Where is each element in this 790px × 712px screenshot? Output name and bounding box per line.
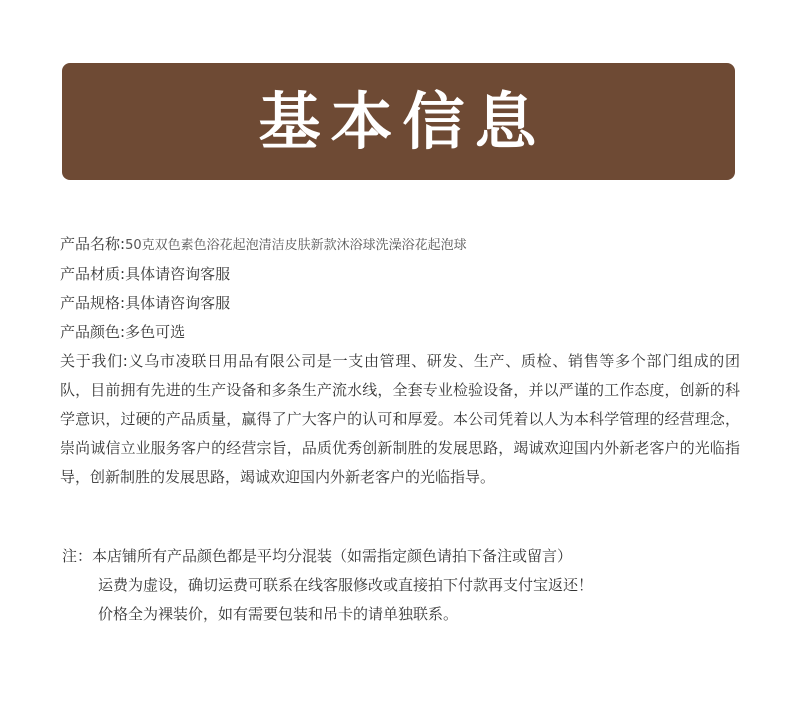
notes-section <box>62 542 742 629</box>
product-info <box>60 230 740 492</box>
product-spec-value: 具体请咨询客服 <box>125 294 231 312</box>
about-us-text: 义乌市凌联日用品有限公司是一支由管理、研发、生产、质检、销售等多个部门组成的团队，目前拥有先进的生产设备和多条生产流水线，全套专业检验设备，并以严谨的工作态度，创新的科学意识，过硬的产品质量，赢得了广大客户的认可和厚爱。本公司凭着以人为本科学管理的经营理念，崇尚诚信立业服务客户的经营宗旨，品质优秀创新制胜的发展思路，竭诚欢迎国内外新老客户的光临指导，创新制胜的发展思路，竭诚欢迎国内外新老客户的光临指导。 <box>60 352 740 486</box>
note-packaging: 价格全为裸装价，如有需要包装和吊卡的请单独联系。 <box>98 605 459 623</box>
product-material-label: 产品材质: <box>60 265 126 283</box>
product-color-label: 产品颜色: <box>60 323 126 341</box>
product-spec-row <box>60 289 740 318</box>
product-color-row <box>60 318 740 347</box>
about-us-row <box>60 347 740 492</box>
product-material-row <box>60 260 740 289</box>
product-spec-label: 产品规格: <box>60 294 126 312</box>
note-color-mix: 注：本店铺所有产品颜色都是平均分混装（如需指定颜色请拍下备注或留言） <box>62 547 573 565</box>
note-shipping: 运费为虚设，确切运费可联系在线客服修改或直接拍下付款再支付宝返还！ <box>98 576 594 594</box>
product-name-label: 产品名称: <box>60 235 126 253</box>
banner-title: 基本信息 <box>258 84 547 158</box>
product-color-value: 多色可选 <box>125 323 186 341</box>
product-material-value: 具体请咨询客服 <box>125 265 231 283</box>
about-us-label: 关于我们: <box>60 352 128 370</box>
product-name-row <box>60 230 740 260</box>
header-banner <box>62 63 735 180</box>
product-name-value: 50克双色素色浴花起泡清洁皮肤新款沐浴球洗澡浴花起泡球 <box>125 238 467 253</box>
